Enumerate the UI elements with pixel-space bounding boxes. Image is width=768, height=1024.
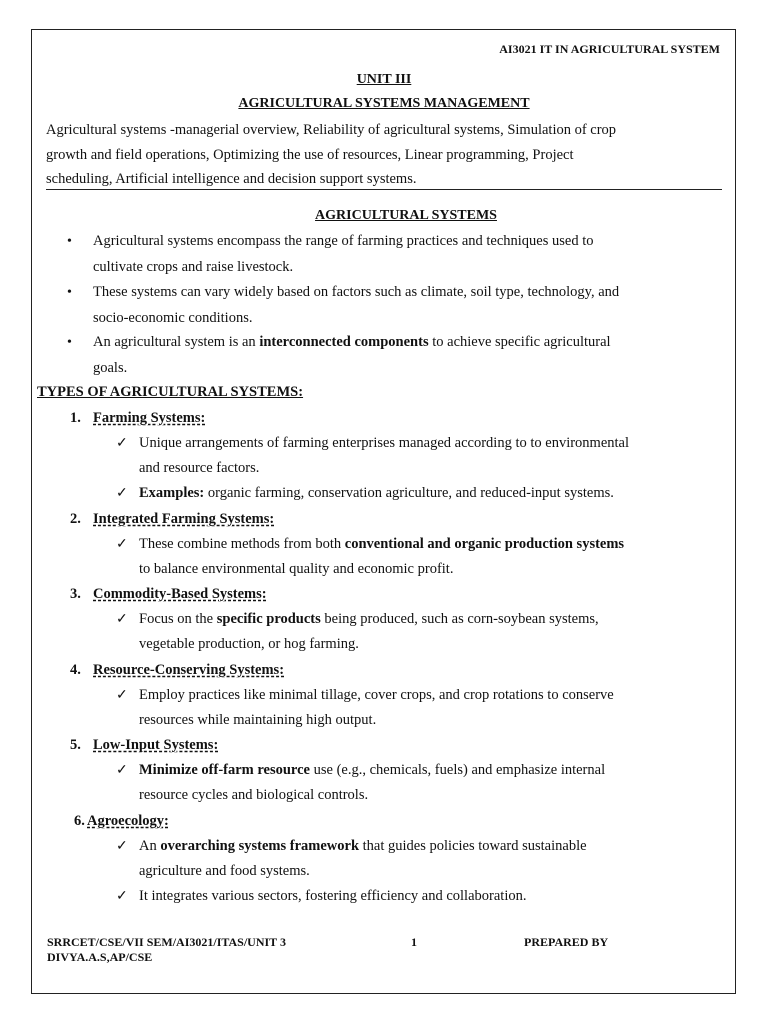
item-number: 1. xyxy=(70,410,81,426)
item-number: 2. xyxy=(70,511,81,527)
bullet-icon: • xyxy=(67,285,72,300)
bullet-2-line-1: These systems can vary widely based on factors such as climate, soil type, technology, and xyxy=(93,284,620,300)
check-icon: ✓ xyxy=(116,486,128,501)
bullet-1-line-1: Agricultural systems encompass the range of farming practices and techniques used to xyxy=(93,233,594,249)
item-2-point-1-line-1: These combine methods from both conventional and organic production systems xyxy=(139,536,625,552)
item-5-title: Low-Input Systems: xyxy=(93,737,219,753)
item-5-point-1-line-1: Minimize off-farm resource use (e.g., chemicals, fuels) and emphasize internal xyxy=(139,762,606,778)
intro-line-2: growth and field operations, Optimizing the use of resources, Linear programming, Project xyxy=(46,147,574,163)
bullet-1-line-2: cultivate crops and raise livestock. xyxy=(93,259,294,275)
types-heading: TYPES OF AGRICULTURAL SYSTEMS: xyxy=(37,384,304,400)
check-icon: ✓ xyxy=(116,612,128,627)
item-4-point-1-line-2: resources while maintaining high output. xyxy=(139,712,377,728)
item-6-title: Agroecology: xyxy=(87,813,169,829)
item-number: 6. xyxy=(74,813,85,829)
check-icon: ✓ xyxy=(116,839,128,854)
item-1-point-1-line-1: Unique arrangements of farming enterprises managed according to to environmental xyxy=(139,435,630,451)
divider xyxy=(46,189,722,190)
bullet-3-line-1: An agricultural system is an interconnected components to achieve specific agricultural xyxy=(93,334,611,350)
section-title: AGRICULTURAL SYSTEMS xyxy=(315,208,497,223)
item-6-point-1-line-1: An overarching systems framework that guides policies toward sustainable xyxy=(139,838,587,854)
item-number: 4. xyxy=(70,662,81,678)
page-number: 1 xyxy=(411,935,417,949)
item-2-title: Integrated Farming Systems: xyxy=(93,511,275,527)
footer-left-line-1: SRRCET/CSE/VII SEM/AI3021/ITAS/UNIT 3 xyxy=(47,935,286,949)
item-1-point-2: Examples: organic farming, conservation agriculture, and reduced-input systems. xyxy=(139,485,614,501)
check-icon: ✓ xyxy=(116,889,128,904)
item-number: 5. xyxy=(70,737,81,753)
item-number: 3. xyxy=(70,586,81,602)
item-1-point-1-line-2: and resource factors. xyxy=(139,460,260,476)
item-3-point-1-line-1: Focus on the specific products being produced, such as corn-soybean systems, xyxy=(139,611,599,627)
item-3-title: Commodity-Based Systems: xyxy=(93,586,267,602)
item-5-point-1-line-2: resource cycles and biological controls. xyxy=(139,787,369,803)
item-4-title: Resource-Conserving Systems: xyxy=(93,662,285,678)
item-3-point-1-line-2: vegetable production, or hog farming. xyxy=(139,636,359,652)
intro-line-1: Agricultural systems -managerial overview, Reliability of agricultural systems, Simulation of crop xyxy=(46,122,617,138)
intro-line-3: scheduling, Artificial intelligence and decision support systems. xyxy=(46,171,417,187)
item-6-point-1-line-2: agriculture and food systems. xyxy=(139,863,310,879)
item-4-point-1-line-1: Employ practices like minimal tillage, cover crops, and crop rotations to conserve xyxy=(139,687,614,703)
item-6-point-2: It integrates various sectors, fostering efficiency and collaboration. xyxy=(139,888,527,904)
check-icon: ✓ xyxy=(116,763,128,778)
bullet-3-line-2: goals. xyxy=(93,360,128,376)
footer-prepared-by: PREPARED BY xyxy=(524,935,609,949)
bullet-icon: • xyxy=(67,234,72,249)
bullet-2-line-2: socio-economic conditions. xyxy=(93,310,253,326)
item-2-point-1-line-2: to balance environmental quality and economic profit. xyxy=(139,561,454,577)
check-icon: ✓ xyxy=(116,537,128,552)
unit-title: AGRICULTURAL SYSTEMS MANAGEMENT xyxy=(238,96,530,111)
check-icon: ✓ xyxy=(116,688,128,703)
unit-number: UNIT III xyxy=(356,72,412,87)
footer-left-line-2: DIVYA.A.S,AP/CSE xyxy=(47,950,153,964)
course-header: AI3021 IT IN AGRICULTURAL SYSTEM xyxy=(499,42,720,56)
item-1-title: Farming Systems: xyxy=(93,410,206,426)
bullet-icon: • xyxy=(67,335,72,350)
check-icon: ✓ xyxy=(116,436,128,451)
